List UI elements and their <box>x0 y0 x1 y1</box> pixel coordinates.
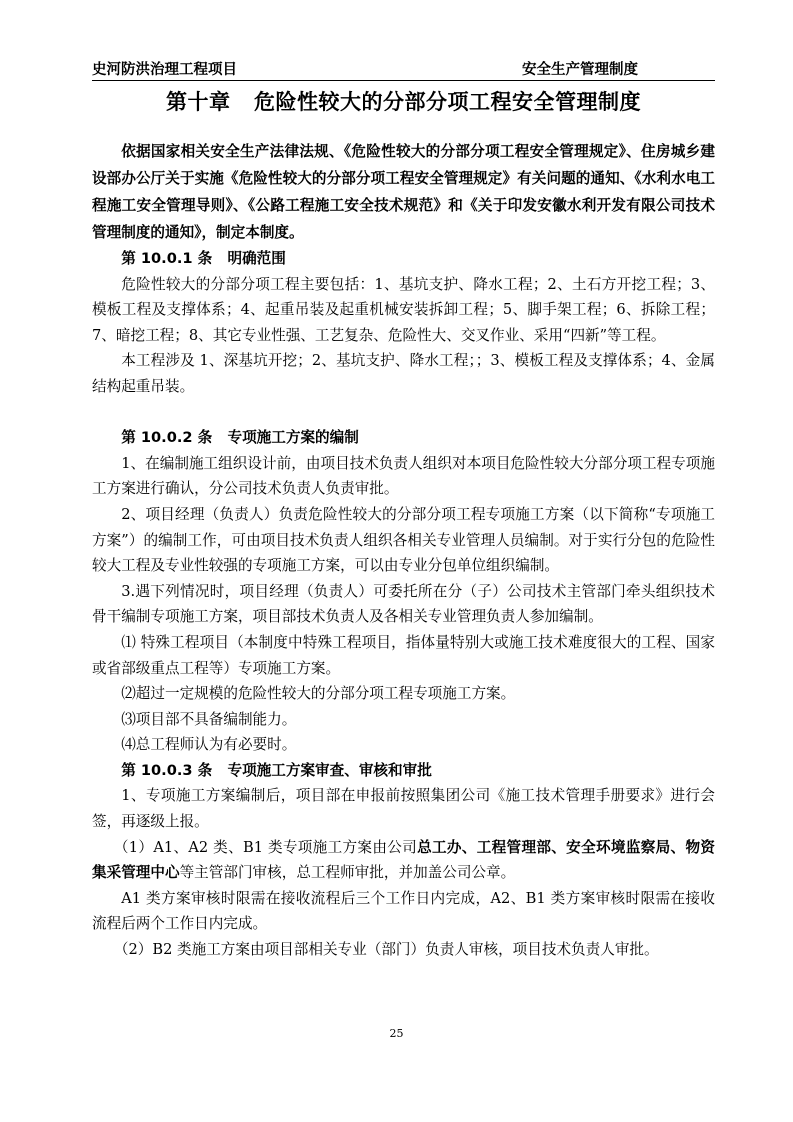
article-10-0-1-paragraph: 本工程涉及 1、深基坑开挖；2、基坑支护、降水工程；；3、模板工程及支撑体系；4、金属结构起重吊装。 <box>92 352 715 395</box>
page-header <box>92 58 715 80</box>
document-body <box>92 138 715 963</box>
blank-line <box>92 400 715 426</box>
article-10-0-2-paragraph: 1、在编制施工组织设计前，由项目技术负责人组织对本项目危险性较大分部分项工程专项施工方案进行确认，分公司技术负责人负责审批。 <box>92 454 715 498</box>
intro-paragraph: 依据国家相关安全生产法律法规、《危险性较大的分部分项工程安全管理规定》、住房城乡建设部办公厅关于实施《危险性较大的分部分项工程安全管理规定》有关问题的通知、《水利水电工程施工安全管理导则》、《公路工程施工安全技术规范》和《关于印发安徽水利开发有限公司技术管理制度的通知》，制定本制度。 <box>92 143 715 241</box>
list-item: ⑵超过一定规模的危险性较大的分部分项工程专项施工方案。 <box>121 685 516 703</box>
list-item: ⑷总工程师认为有必要时。 <box>121 736 297 754</box>
department-list-bold: 总工办、工程管理部、安全环境监察局、物资集采管理中心 <box>92 838 715 882</box>
paragraph-text: 等主管部门审核，总工程师审批，并加盖公司公章。 <box>179 864 516 882</box>
article-10-0-2-paragraph: 3.遇下列情况时，项目经理（负责人）可委托所在分（子）公司技术主管部门牵头组织技术骨干编制专项施工方案，项目部技术负责人及各相关专业管理负责人参加编制。 <box>92 582 715 626</box>
page-number: 25 <box>389 1027 404 1040</box>
paragraph-text: （1）A1、A2 类、B1 类专项施工方案由公司 <box>113 838 418 856</box>
article-10-0-1-paragraph: 危险性较大的分部分项工程主要包括：1、基坑支护、降水工程；2、土石方开挖工程；3、模板工程及支撑体系；4、起重吊装及起重机械安装拆卸工程；5、脚手架工程；6、拆除工程；7、暗挖工程；8、其它专业性强、工艺复杂、危险性大、交叉作业、采用“四新”等工程。 <box>92 275 715 344</box>
article-10-0-3-paragraph: （2）B2 类施工方案由项目部相关专业（部门）负责人审核，项目技术负责人审批。 <box>113 941 659 959</box>
header-project-name: 史河防洪治理工程项目 <box>92 62 237 78</box>
article-heading-10-0-2: 第 10.0.2 条 专项施工方案的编制 <box>121 429 359 447</box>
article-heading-10-0-3: 第 10.0.3 条 专项施工方案审查、审核和审批 <box>121 761 432 779</box>
list-item: ⑶项目部不具备编制能力。 <box>121 710 297 728</box>
article-10-0-2-paragraph: 2、项目经理（负责人）负责危险性较大的分部分项工程专项施工方案（以下简称“专项施工方案”）的编制工作，可由项目技术负责人组织各相关专业管理人员编制。对于实行分包的危险性较大工程及专业性较强的专项施工方案，可以由专业分包单位组织编制。 <box>92 505 715 575</box>
header-divider <box>92 80 715 81</box>
article-10-0-3-paragraph: 1、专项施工方案编制后，项目部在申报前按照集团公司《施工技术管理手册要求》进行会签，再逐级上报。 <box>92 787 715 831</box>
article-10-0-3-paragraph: A1 类方案审核时限需在接收流程后三个工作日内完成，A2、B1 类方案审核时限需在接收流程后两个工作日内完成。 <box>92 889 715 933</box>
header-document-name: 安全生产管理制度 <box>522 62 638 78</box>
article-heading-10-0-1: 第 10.0.1 条 明确范围 <box>121 250 286 267</box>
article-10-0-3-paragraph <box>92 835 715 886</box>
list-item: ⑴ 特殊工程项目（本制度中特殊工程项目，指体量特别大或施工技术难度很大的工程、国家或省部级重点工程等）专项施工方案。 <box>92 633 715 677</box>
chapter-title: 第十章 危险性较大的分部分项工程安全管理制度 <box>166 90 641 114</box>
